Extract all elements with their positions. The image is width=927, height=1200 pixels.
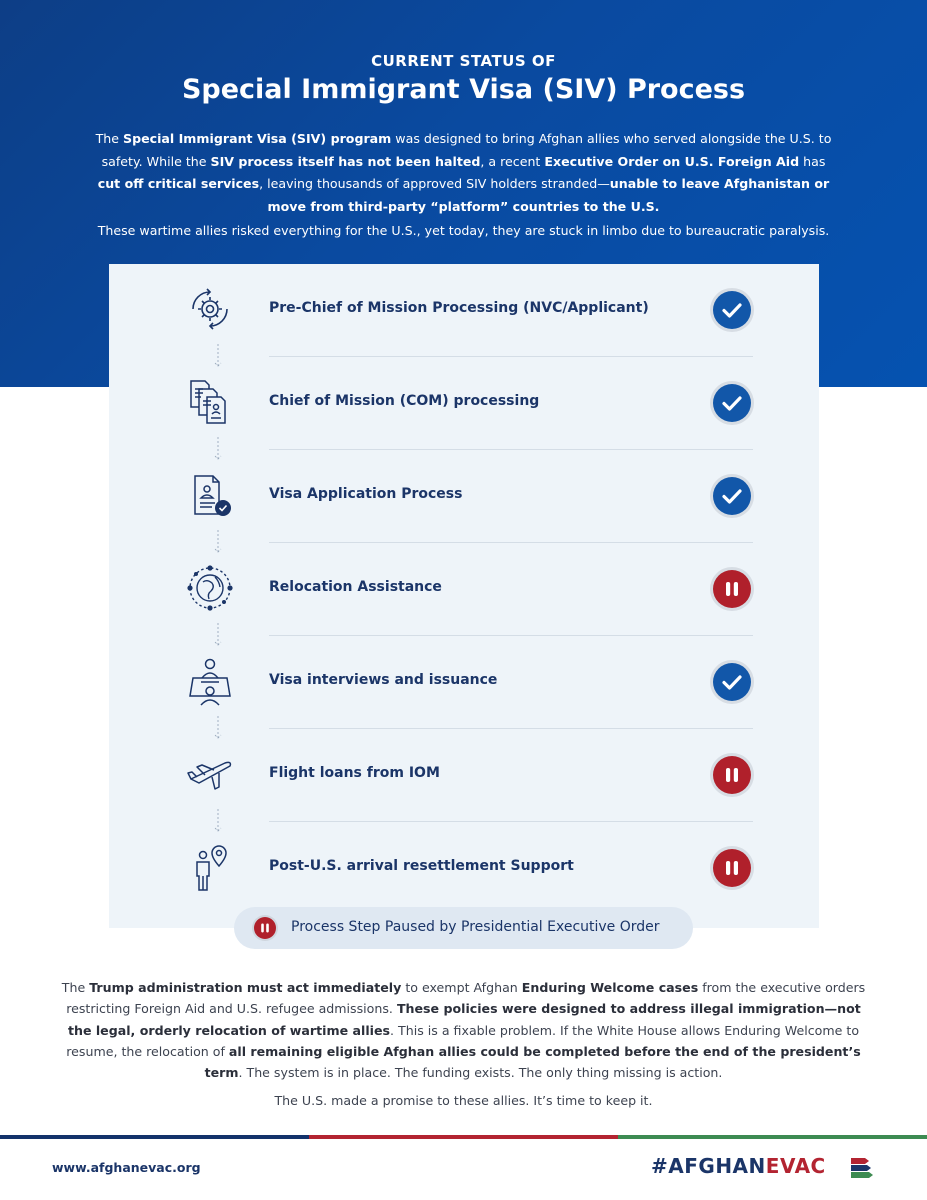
promise-statement: The U.S. made a promise to these allies. It’s time to keep it. <box>274 1093 653 1108</box>
globe-network-icon <box>185 563 235 613</box>
pause-icon <box>713 570 751 608</box>
documents-icon <box>185 377 235 427</box>
status-paused-badge <box>713 570 751 608</box>
eyebrow-heading: CURRENT STATUS OF <box>371 52 556 70</box>
process-step <box>181 543 753 636</box>
closing-paragraph: The Trump administration must act immediately to exempt Afghan Enduring Welcome cases from the executive orders restricting Foreign Aid and U.S. refugee admissions. These policies were designed to address illegal immigration—not the legal, orderly relocation of wartime allies. This is a fixable problem. If the White House allows Enduring Welcome to resume, the relocation of all remaining eligible Afghan allies could be completed before the end of the president’s term. The system is in place. The funding exists. The only thing missing is action. <box>61 980 866 1081</box>
step-label: Pre-Chief of Mission Processing (NVC/Applicant) <box>269 300 649 316</box>
step-label: Relocation Assistance <box>269 579 442 595</box>
interview-icon <box>185 656 235 706</box>
check-icon <box>713 477 751 515</box>
page-title: Special Immigrant Visa (SIV) Process <box>181 74 746 105</box>
process-step <box>181 264 753 357</box>
check-icon <box>713 291 751 329</box>
website-link[interactable]: www.afghanevac.org <box>52 1160 201 1175</box>
process-step <box>181 822 753 915</box>
status-complete-badge <box>713 384 751 422</box>
step-label: Flight loans from IOM <box>269 765 440 781</box>
status-complete-badge <box>713 663 751 701</box>
check-icon <box>713 384 751 422</box>
pause-icon <box>254 917 276 939</box>
step-label: Chief of Mission (COM) processing <box>269 393 540 409</box>
intro-paragraph: The Special Immigrant Visa (SIV) program was designed to bring Afghan allies who served alongside the U.S. to safety. While the SIV process itself has not been halted, a recent Executive Order on U.S. Foreign Aid has cut off critical services, leaving thousands of approved SIV holders stranded—unable to leave Afghanistan or move from third-party “platform” countries to the U.S. <box>95 131 832 214</box>
person-location-icon <box>185 842 235 892</box>
step-label: Visa interviews and issuance <box>269 672 498 688</box>
legend-text: Process Step Paused by Presidential Executive Order <box>291 919 660 935</box>
process-step <box>181 636 753 729</box>
status-complete-badge <box>713 291 751 329</box>
flag-arrow-icon <box>851 1156 875 1178</box>
paused-legend <box>234 907 693 949</box>
pause-icon <box>713 849 751 887</box>
pause-icon <box>713 756 751 794</box>
footer-rule-green <box>618 1135 927 1139</box>
gear-cycle-icon <box>185 284 235 334</box>
step-label: Visa Application Process <box>269 486 463 502</box>
legend-pause-badge <box>254 917 276 939</box>
check-icon <box>713 663 751 701</box>
step-label: Post-U.S. arrival resettlement Support <box>269 858 574 874</box>
process-step <box>181 729 753 822</box>
visa-application-icon <box>185 470 235 520</box>
footer-rule-blue <box>0 1135 309 1139</box>
status-paused-badge <box>713 756 751 794</box>
status-paused-badge <box>713 849 751 887</box>
process-step <box>181 450 753 543</box>
status-complete-badge <box>713 477 751 515</box>
process-step <box>181 357 753 450</box>
brand-logo: #AFGHANEVAC <box>651 1154 826 1178</box>
intro-subparagraph: These wartime allies risked everything for the U.S., yet today, they are stuck in limbo due to bureaucratic paralysis. <box>97 223 830 238</box>
process-steps-card <box>109 264 819 928</box>
footer-rule-red <box>309 1135 618 1139</box>
airplane-icon <box>185 749 235 799</box>
